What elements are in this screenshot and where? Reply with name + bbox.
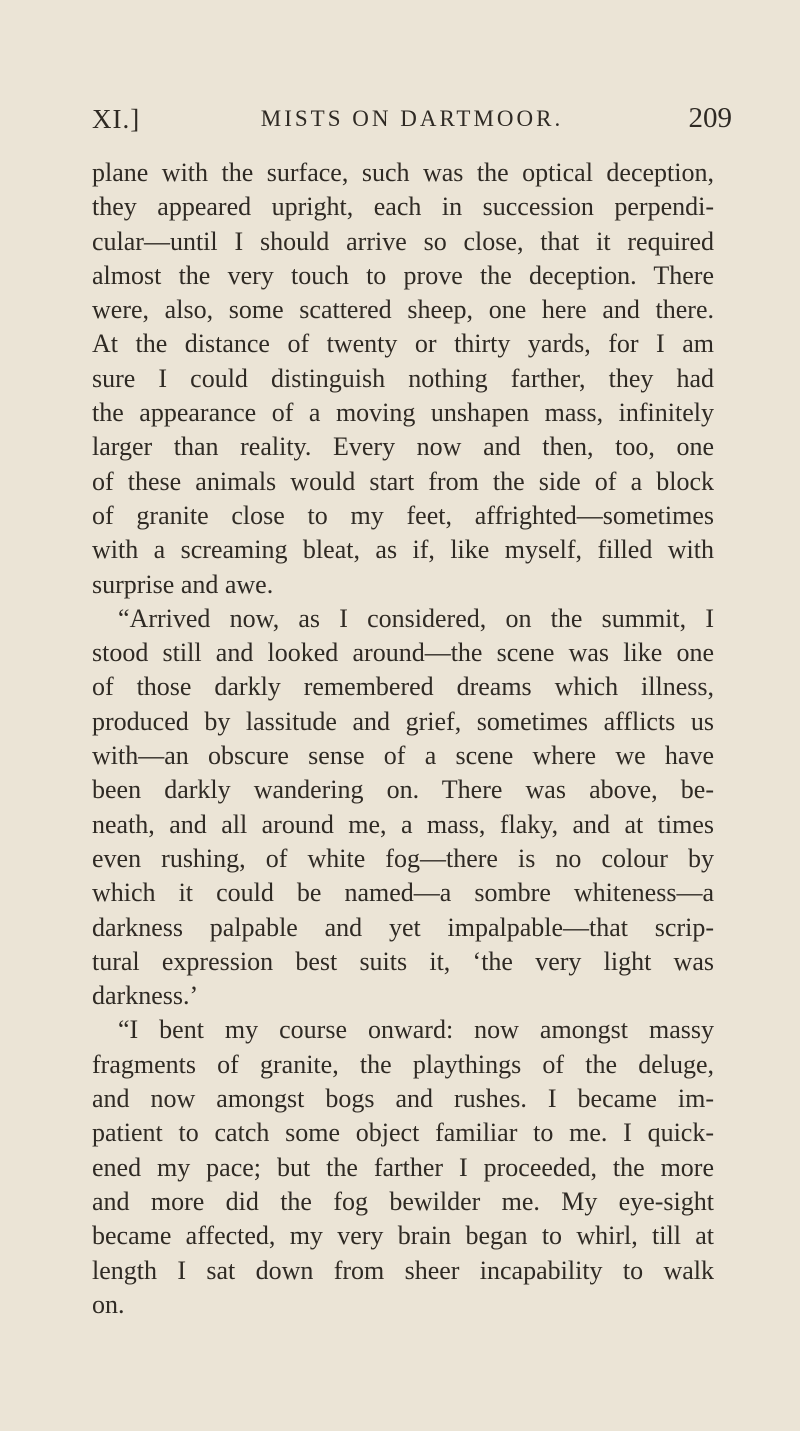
text-line: “Arrived now, as I considered, on the summit, I bbox=[118, 603, 714, 633]
text-line: of granite close to my feet, affrighted—sometimes bbox=[92, 500, 714, 530]
text-line: with a screaming bleat, as if, like myself, filled with bbox=[92, 535, 714, 565]
text-line: almost the very touch to prove the deception. There bbox=[92, 260, 714, 290]
text-line: darkness palpable and yet impalpable—that scrip- bbox=[92, 912, 714, 942]
text-line: tural expression best suits it, ‘the very light was bbox=[92, 946, 714, 976]
text-line: fragments of granite, the playthings of the deluge, bbox=[92, 1049, 714, 1079]
body-text bbox=[92, 156, 714, 1322]
text-line: produced by lassitude and grief, sometimes afflicts us bbox=[92, 706, 714, 736]
text-line: larger than reality. Every now and then, too, one bbox=[92, 432, 714, 462]
text-line: At the distance of twenty or thirty yards, for I am bbox=[92, 329, 714, 359]
text-line: been darkly wandering on. There was above, be- bbox=[92, 775, 714, 805]
text-line: surprise and awe. bbox=[92, 569, 274, 599]
paragraph bbox=[92, 156, 714, 602]
paragraph bbox=[92, 1013, 714, 1322]
text-line: and now amongst bogs and rushes. I became im- bbox=[92, 1084, 714, 1114]
paragraph bbox=[92, 602, 714, 1014]
text-line: on. bbox=[92, 1289, 125, 1319]
running-head bbox=[92, 104, 732, 144]
text-line: with—an obscure sense of a scene where we have bbox=[92, 741, 714, 771]
text-line: cular—until I should arrive so close, that it required bbox=[92, 226, 714, 256]
text-line: ened my pace; but the farther I proceeded, the more bbox=[92, 1152, 714, 1182]
text-line: of these animals would start from the side of a block bbox=[92, 466, 714, 496]
text-line: patient to catch some object familiar to me. I quick- bbox=[92, 1118, 714, 1148]
text-line: darkness.’ bbox=[92, 981, 199, 1011]
text-line: “I bent my course onward: now amongst massy bbox=[118, 1015, 714, 1045]
text-line: neath, and all around me, a mass, flaky, and at times bbox=[92, 809, 714, 839]
text-line: of those darkly remembered dreams which illness, bbox=[92, 672, 714, 702]
text-line: became affected, my very brain began to whirl, till at bbox=[92, 1221, 714, 1251]
text-line: which it could be named—a sombre whiteness—a bbox=[92, 878, 714, 908]
text-line: plane with the surface, such was the optical deception, bbox=[92, 158, 714, 187]
page-number: 209 bbox=[688, 102, 732, 134]
text-line: and more did the fog bewilder me. My eye-sight bbox=[92, 1186, 714, 1216]
text-line: even rushing, of white fog—there is no colour by bbox=[92, 843, 714, 873]
text-line: the appearance of a moving unshapen mass, infinitely bbox=[92, 398, 714, 428]
text-line: stood still and looked around—the scene was like one bbox=[92, 638, 714, 668]
text-line: sure I could distinguish nothing farther, they had bbox=[92, 363, 714, 393]
text-line: length I sat down from sheer incapability to walk bbox=[92, 1255, 714, 1285]
running-title: MISTS ON DARTMOOR. bbox=[260, 106, 564, 131]
chapter-number: XI.] bbox=[92, 104, 141, 134]
text-line: they appeared upright, each in succession perpendi- bbox=[92, 192, 714, 222]
text-line: were, also, some scattered sheep, one here and there. bbox=[92, 295, 714, 325]
